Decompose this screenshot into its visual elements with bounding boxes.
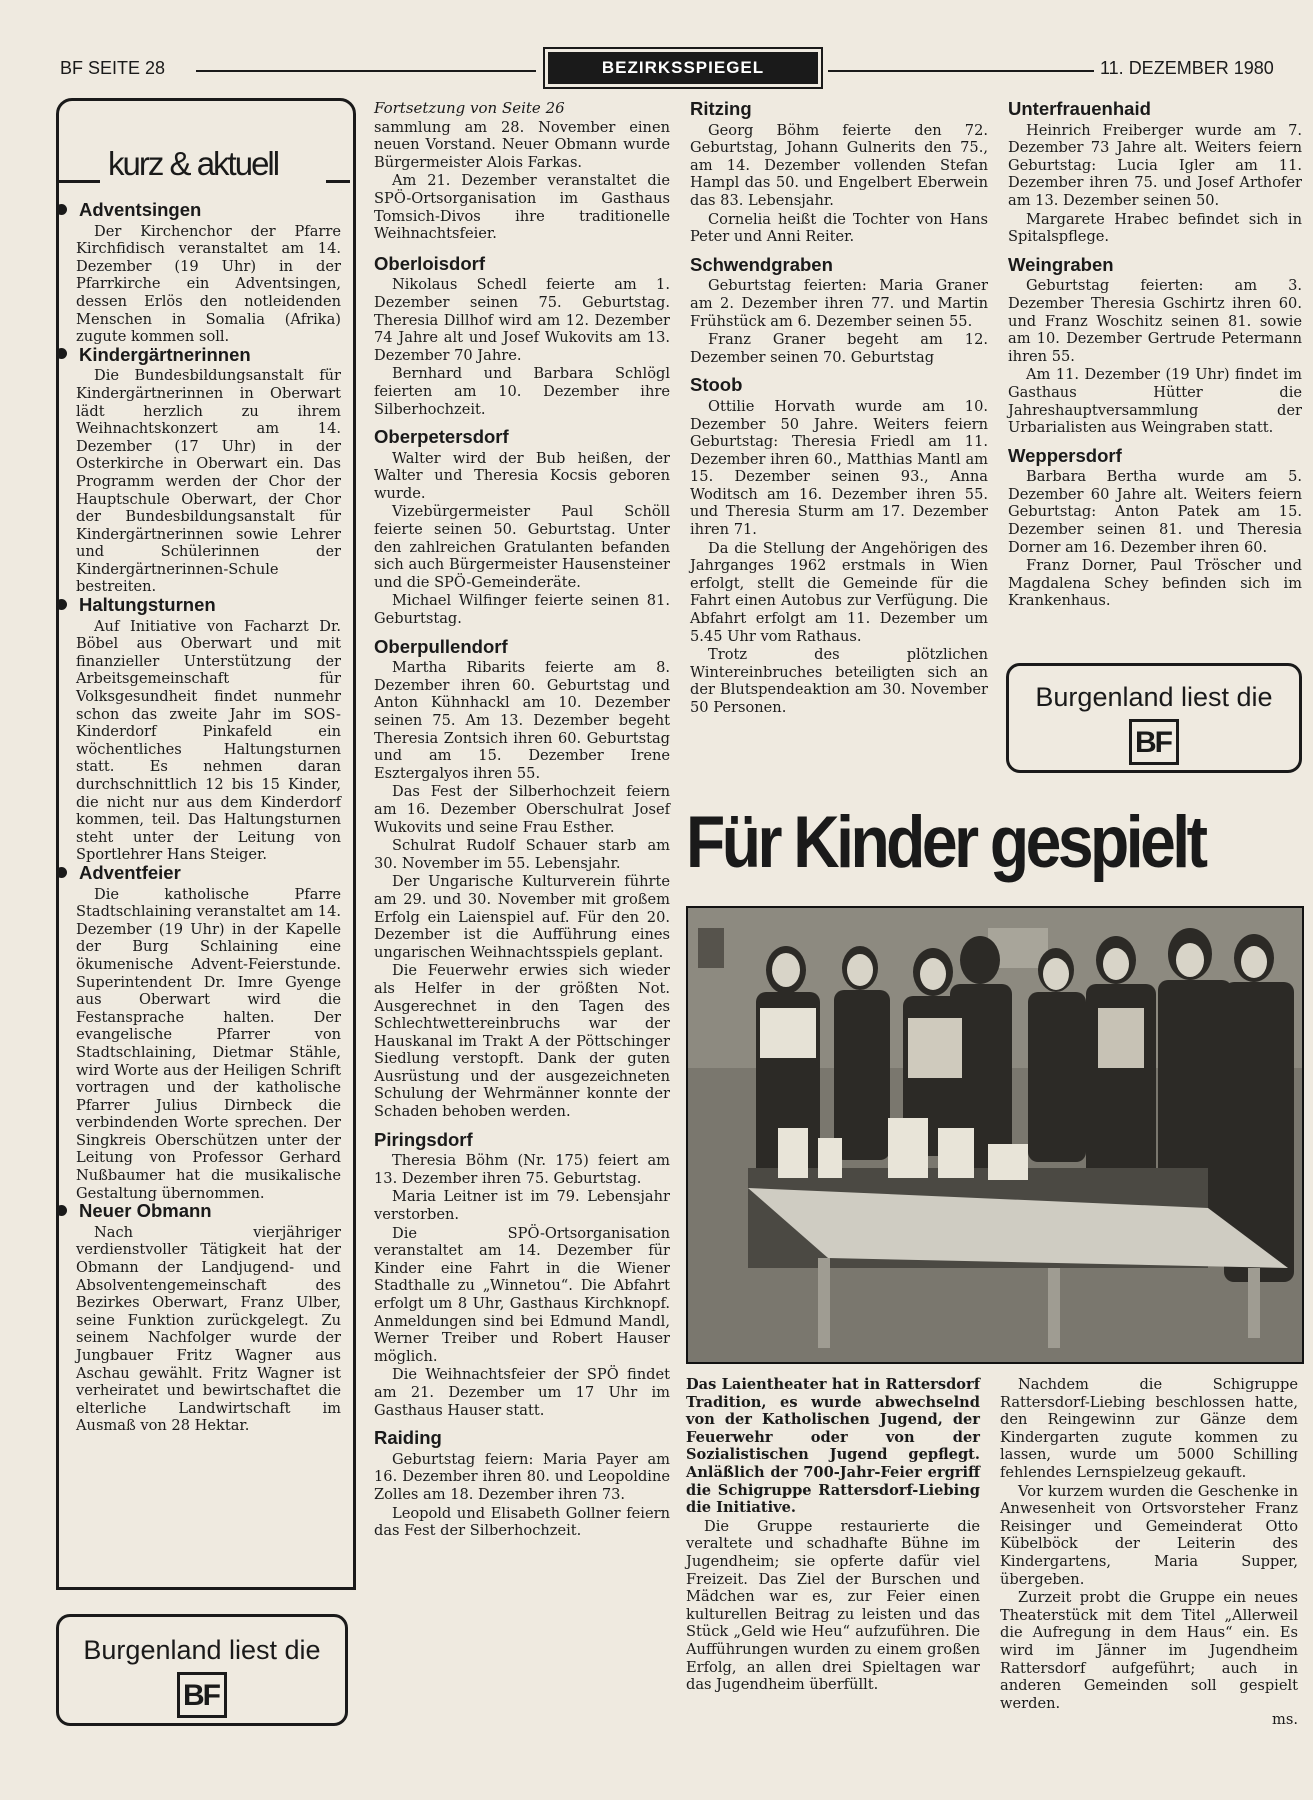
paragraph: Heinrich Freiberger wurde am 7. Dezember 73 Jahre alt. Weiters feiern Geburtstag: Lucia Igler am 11. Dezember ihren 75. und Josef Arthofer am 13. Dezember seinen 50. [1008,121,1302,209]
kurz-item [76,201,341,346]
paragraph: Bernhard und Barbara Schlögl feierten am 10. Dezember ihre Silberhochzeit. [374,365,670,418]
kurz-title-rule-right [326,180,350,183]
section-badge: BEZIRKSSPIEGEL [548,52,818,84]
paragraph: Die Weihnachtsfeier der SPÖ findet am 21. Dezember um 17 Uhr im Gasthaus Hauser statt. [374,1366,670,1419]
kurz-item-text: Auf Initiative von Facharzt Dr. Böbel aus Oberwart und mit finanzieller Unterstützung der Arbeitsgemeinschaft für Volksgesundheit findet nunmehr schon das zweite Jahr im SOS-Kinderdorf Pinkafeld ein wöchentliches Haltungsturnen statt. Es nehmen daran durchschnittlich 12 bis 15 Kinder, die nicht nur aus dem Kinderdorf kommen, teil. Das Haltungsturnen steht unter der Leitung von Sportlehrer Hans Steiger. [76,617,341,864]
paragraph: Vor kurzem wurden die Geschenke in Anwesenheit von Ortsvorsteher Franz Reisinger und Gemeinderat Otto Kübelböck der Leiterin des Kindergartens, Maria Supper, übergeben. [1000,1482,1298,1588]
section-head: Schwendgraben [690,253,833,275]
paragraph: Theresia Böhm (Nr. 175) feiert am 13. Dezember ihren 75. Geburtstag. [374,1152,670,1187]
kurz-item-head: Adventsingen [79,199,202,220]
paragraph: Der Ungarische Kulturverein führte am 29. und 30. November mit großem Erfolg ein Laienspiel auf. Für den 20. Dezember ist die Aufführung eines ungarischen Weihnachtsspiels geplant. [374,873,670,961]
paragraph: Michael Wilfinger feierte seinen 81. Geburtstag. [374,592,670,628]
section-head: Oberpetersdorf [374,426,509,448]
feature-lead: Das Laientheater hat in Rattersdorf Tradition, es wurde abwechselnd von der Katholischen Jugend, der Feuerwehr oder von der Sozialistischen Jugend gepflegt. Anläßlich der 700-Jahr-Feier ergriff die Schigruppe Rattersdorf-Liebing die Initiative. [686,1376,980,1517]
section-head: Ritzing [690,98,752,119]
paragraph: sammlung am 28. November einen neuen Vorstand. Neuer Obmann wurde Bürgermeister Alois Farkas. [374,118,670,171]
paragraph: Die Gruppe restaurierte die veraltete und schadhafte Bühne im Jugendheim; sie opferte dafür viel Freizeit. Das Ziel der Burschen und Mädchen war es, zur Feier einen kulturellen Beitrag zu leisten und das Stück „Geld wie Heu“ aufzuführen. Die Aufführungen wurden zu einem großen Erfolg, an allen drei Spieltagen war das Jugendheim überfüllt. [686,1517,980,1694]
section-head: Raiding [374,1427,442,1449]
bf-ad-left [56,1614,348,1726]
paragraph: Zurzeit probt die Gruppe ein neues Theaterstück mit dem Titel „Allerweil die Aufregung in dem Haus“ ein. Es wird im Jänner im Jugendheim Rattersdorf aufgeführt; auch in anderen Gemeinden soll gespielt werden. [1000,1589,1298,1712]
paragraph: Die Feuerwehr erwies sich wieder als Helfer in der größten Not. Ausgerechnet in den Tagen des Schlechtwettereinbruchs war der Hauskanal im Trakt A der Pöttschinger Siedlung verstopft. Dank der guten Ausrüstung und der ausgezeichneten Schulung der Wehrmänner konnte der Schaden behoben werden. [374,962,670,1121]
kurz-title-rule-left [56,180,100,183]
feature-column-left [686,1376,980,1695]
paragraph: Barbara Bertha wurde am 5. Dezember 60 Jahre alt. Weiters feiern Geburtstag: Anton Patek am 15. Dezember seinen 81. und Theresia Dorner am 16. Dezember ihren 60. [1008,468,1302,556]
kurz-item [76,1202,341,1435]
paragraph: Trotz des plötzlichen Wintereinbruches beteiligten sich an der Blutspendeaktion am 30. November 50 Personen. [690,646,988,716]
kurz-item-text: Die Bundesbildungsanstalt für Kindergärtnerinnen in Oberwart lädt herzlich zu ihrem Weihnachtskonzert am 14. Dezember (17 Uhr) in der Osterkirche in Oberwart ein. Das Programm werden der Chor der Hauptschule Oberwart, der Chor der Bundesbildungsanstalt für Kindergärtnerinnen sowie Lehrer und Schülerinnen der Kindergärtnerinnen-Schule bestreiten. [76,367,341,596]
kurz-item-head: Neuer Obmann [79,1200,212,1222]
author-signature: ms. [1272,1711,1298,1729]
bullet-icon [56,599,67,610]
kurz-item-text: Die katholische Pfarre Stadtschlaining veranstaltet am 14. Dezember (19 Uhr) in der Kapelle der Burg Schlaining eine ökumenische Advent-Feierstunde. Superintendent Dr. Imre Gyenge aus Oberwart wird die Festansprache halten. Der evangelische Pfarrer von Stadtschlaining, Dietmar Stähle, wird Worte aus der Heiligen Schrift vortragen und der katholische Pfarrer Julius Dirnbeck die verbindenden Worte sprechen. Der Singkreis Oberschützen unter der Leitung von Professor Gerhard Nußbaumer hat die musikalische Gestaltung übernommen. [76,885,341,1202]
ad-text: Burgenland liest die [1035,682,1273,712]
continued-note: Fortsetzung von Seite 26 [374,99,565,117]
section-head: Oberpullendorf [374,635,508,657]
ad-text: Burgenland liest die [83,1635,321,1665]
bullet-icon [56,204,67,215]
paragraph: Geburtstag feiern: Maria Payer am 16. Dezember ihren 80. und Leopoldine Zolles am 18. Dezember ihren 73. [374,1450,670,1503]
section-head: Weppersdorf [1008,444,1122,466]
header-rule-left [196,70,536,72]
bf-logo: BF [1129,719,1179,765]
paragraph: Am 21. Dezember veranstaltet die SPÖ-Ortsorganisation im Gasthaus Tomsich-Divos ihre traditionelle Weihnachtsfeier. [374,172,670,243]
paragraph: Die SPÖ-Ortsorganisation veranstaltet am 14. Dezember für Kinder eine Fahrt in die Wiener Stadthalle zu „Winnetou“. Die Abfahrt erfolgt um 8 Uhr, Gasthaus Kirchknopf. Anmeldungen sind bei Edmund Mandl, Werner Treiber und Robert Hauser möglich. [374,1224,670,1365]
column-2 [374,100,670,1541]
bf-logo: BF [177,1672,227,1718]
feature-column-right [1000,1376,1298,1730]
paragraph: Geburtstag feierten: Maria Graner am 2. Dezember ihren 77. und Martin Frühstück am 6. Dezember seinen 55. [690,277,988,330]
kurz-item [76,596,341,864]
paragraph: Walter wird der Bub heißen, der Walter und Theresia Kocsis geboren wurde. [374,449,670,502]
paragraph: Ottilie Horvath wurde am 10. Dezember 50 Jahre. Weiters feiern Geburtstag: Theresia Friedl am 11. Dezember ihren 60., Matthias Mantl am 15. Dezember seinen 93., Anna Woditsch am 16. Dezember ihren 55. und Theresia Sturm am 17. Dezember ihren 71. [690,397,988,539]
section-head: Stoob [690,374,743,396]
section-head: Oberloisdorf [374,252,486,274]
kurz-aktuell-title: kurz & aktuell [108,145,279,182]
paragraph: Leopold und Elisabeth Gollner feiern das Fest der Silberhochzeit. [374,1504,670,1540]
issue-date: 11. DEZEMBER 1980 [1100,58,1274,78]
feature-headline: Für Kinder gespielt [686,802,1205,883]
section-head: Unterfrauenhaid [1008,98,1151,119]
paragraph: Cornelia heißt die Tochter von Hans Peter und Anni Reiter. [690,210,988,246]
paragraph: Martha Ribarits feierte am 8. Dezember ihren 60. Geburtstag und Anton Kühnhackl am 10. Dezember seinen 75. Am 13. Dezember begeht Theresia Zontsich ihren 60. Geburtstag und am 15. Dezember Irene Esztergalyos ihren 55. [374,659,670,782]
kurz-item-text: Der Kirchenchor der Pfarre Kirchfidisch veranstaltet am 14. Dezember (19 Uhr) in der Pfarrkirche ein Adventsingen, dessen Erlös den notleidenden Menschen in Somalia (Afrika) zugute kommen soll. [76,222,341,346]
paragraph: Nachdem die Schigruppe Rattersdorf-Liebing beschlossen hatte, den Reingewinn zur Gänze dem Kindergarten zugute kommen zu lassen, wurde um 5000 Schilling fehlendes Lernspielzeug gekauft. [1000,1376,1298,1481]
column-4 [1008,100,1302,611]
bf-ad-right [1006,663,1302,773]
bullet-icon [56,867,67,878]
kurz-item-head: Kindergärtnerinnen [79,343,251,365]
bullet-icon [56,1205,67,1216]
kurz-item [76,861,341,1202]
paragraph: Geburtstag feierten: am 3. Dezember Theresia Gschirtz ihren 60. und Franz Woschitz seinen 81. sowie am 10. Dezember Gertrude Petermann ihren 55. [1008,277,1302,365]
page-number: BF SEITE 28 [60,58,166,78]
paragraph: Schulrat Rudolf Schauer starb am 30. November im 55. Lebensjahr. [374,837,670,872]
group-photo-illustration [688,908,1302,1362]
bullet-icon [56,348,67,359]
kurz-item [76,343,341,596]
paragraph: Nikolaus Schedl feierte am 1. Dezember seinen 75. Geburtstag. Theresia Dillhof wird am 12. Dezember 74 Jahre alt und Josef Wukovits am 13. Dezember 70 Jahre. [374,276,670,364]
kurz-item-text: Nach vierjähriger verdienstvoller Tätigkeit hat der Obmann der Landjugend- und Absolventengemeinschaft des Bezirkes Oberwart, Franz Ulber, seine Funktion zurückgelegt. Zu seinem Nachfolger wurde der Jungbauer Fritz Wagner aus Aschau gewählt. Fritz Wagner ist verheiratet und bewirtschaftet die elterliche Landwirtschaft im Ausmaß von 28 Hektar. [76,1223,341,1435]
paragraph: Georg Böhm feierte den 72. Geburtstag, Johann Gulnerits den 75., am 14. Dezember vollenden Stefan Hampl das 50. und Engelbert Eberwein das 83. Lebensjahr. [690,121,988,209]
kurz-aktuell-list [76,201,341,1435]
paragraph: Vizebürgermeister Paul Schöll feierte seinen 50. Geburtstag. Unter den zahlreichen Gratulanten befanden sich auch Bürgermeister Hausensteiner und die SPÖ-Gemeinderäte. [374,503,670,591]
paragraph: Das Fest der Silberhochzeit feiern am 16. Dezember Oberschulrat Josef Wukovits und seine Frau Esther. [374,783,670,836]
paragraph: Maria Leitner ist im 79. Lebensjahr verstorben. [374,1188,670,1224]
paragraph: Franz Graner begeht am 12. Dezember seinen 70. Geburtstag [690,331,988,366]
column-3 [690,100,988,718]
kurz-item-head: Haltungsturnen [79,594,216,616]
header-rule-right [828,70,1094,72]
group-photo [686,906,1304,1364]
paragraph: Franz Dorner, Paul Tröscher und Magdalena Schey befinden sich im Krankenhaus. [1008,557,1302,610]
paragraph: Da die Stellung der Angehörigen des Jahrganges 1962 erstmals in Wien erfolgt, stellt die Gemeinde für die Fahrt einen Autobus zur Verfügung. Die Abfahrt erfolgt am 11. Dezember um 5.45 Uhr vom Rathaus. [690,539,988,645]
paragraph: Am 11. Dezember (19 Uhr) findet im Gasthaus Hütter die Jahreshauptversammlung der Urbarialisten aus Weingraben statt. [1008,366,1302,437]
section-head: Weingraben [1008,253,1114,275]
kurz-item-head: Adventfeier [79,861,181,883]
section-head: Piringsdorf [374,1128,473,1150]
paragraph: Margarete Hrabec befindet sich in Spitalspflege. [1008,210,1302,246]
